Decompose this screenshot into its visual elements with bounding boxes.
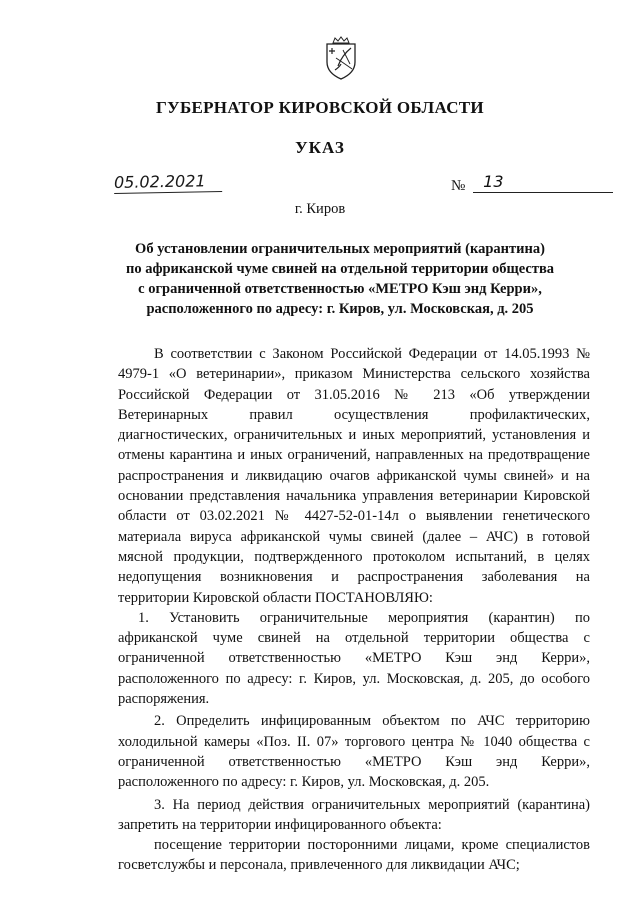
- document-number: 13: [473, 172, 613, 193]
- title-line: расположенного по адресу: г. Киров, ул. Московская, д. 205: [146, 301, 534, 317]
- document-date: 05.02.2021: [114, 171, 222, 194]
- title-line: с ограниченной ответственностью «МЕТРО Кэш энд Керри»,: [138, 281, 542, 297]
- clause-2: 2. Определить инфицированным объектом по АЧС территорию холодильной камеры «Поз. II. 07» торгового центра № 1040 общества с ограниченной ответственностью «МЕТРО Кэш энд Керри», расположенного по адресу: г. Киров, ул. Московская, д. 205.: [118, 713, 590, 791]
- clause-3-subitem: посещение территории посторонними лицами, кроме специалистов госветслужбы и персонала, привлеченного для ликвидации АЧС;: [118, 837, 590, 874]
- document-number-label: №: [451, 178, 466, 194]
- title-line: Об установлении ограничительных мероприятий (карантина): [135, 241, 545, 257]
- issue-city: г. Киров: [294, 201, 346, 217]
- clause-3: 3. На период действия ограничительных мероприятий (карантина) запретить на территории инфицированного объекта:: [118, 796, 590, 833]
- preamble-paragraph: В соответствии с Законом Российской Федерации от 14.05.1993 № 4979-1 «О ветеринарии», приказом Министерства сельского хозяйства Российской Федерации от 31.05.2016 № 213 «Об утверждении Ветеринарных правил осуществления профилактических, диагностических, ограничительных и иных мероприятий, установления и отмены карантина и иных ограничений, направленных на предотвращение распространения и ликвидацию очагов африканской чумы свиней» и на основании представления начальника управления ветеринарии Кировской области от 03.02.2021 № 4427-52-01-14л о выявлении генетического материала вируса африканской чумы свиней (далее – АЧС) в готовой мясной продукции, подтвержденного протоколом испытаний, в целях недопущения возникновения и распространения заболевания на территории Кировской области ПОСТАНОВЛЯЮ:: [118, 346, 590, 606]
- document-body: [118, 344, 590, 876]
- issuing-authority: ГУБЕРНАТОР КИРОВСКОЙ ОБЛАСТИ: [156, 98, 484, 117]
- document-title: [90, 239, 590, 319]
- clause-1: 1. Установить ограничительные мероприятия (карантин) по африканской чуме свиней на отдельной территории общества с ограниченной ответственностью «МЕТРО Кэш энд Керри», расположенного по адресу: г. Киров, ул. Московская, д. 205, до особого распоряжения.: [118, 609, 590, 708]
- coat-of-arms-icon: [322, 36, 360, 80]
- title-line: по африканской чуме свиней на отдельной территории общества: [125, 261, 555, 277]
- document-type: УКАЗ: [295, 138, 345, 157]
